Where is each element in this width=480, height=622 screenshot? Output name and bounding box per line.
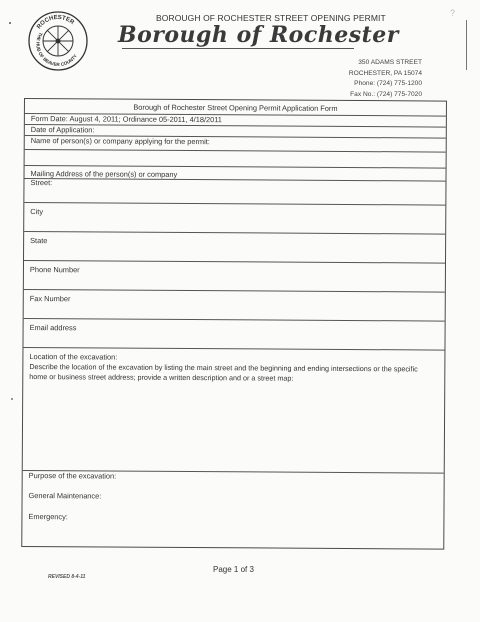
state-field[interactable]: State	[30, 236, 48, 246]
page-number: Page 1 of 3	[213, 565, 254, 574]
general-maintenance-field[interactable]: General Maintenance:	[28, 491, 102, 501]
form-divider	[24, 202, 445, 206]
form-divider	[24, 260, 445, 264]
address-street: 350 ADAMS STREET	[358, 59, 422, 66]
scan-speck	[9, 22, 11, 24]
emergency-field[interactable]: Emergency:	[28, 512, 68, 522]
svg-text:THE HUB OF BEAVER COUNTY: THE HUB OF BEAVER COUNTY	[35, 31, 79, 68]
form-divider	[25, 178, 446, 182]
borough-script-name: Borough of Rochester	[118, 22, 399, 48]
email-field[interactable]: Email address	[29, 323, 77, 333]
applicant-name-field[interactable]: Name of person(s) or company applying for the permit:	[30, 136, 210, 147]
svg-text:ROCHESTER: ROCHESTER	[36, 14, 75, 31]
form-divider	[25, 165, 446, 169]
corner-mark: ?	[450, 8, 456, 18]
scan-speck	[11, 398, 13, 400]
location-heading: Location of the excavation:	[29, 352, 118, 362]
date-of-application-field[interactable]: Date of Application:	[30, 125, 95, 135]
scan-edge-line	[466, 20, 467, 70]
application-form	[21, 98, 447, 550]
permit-header-title: BOROUGH OF ROCHESTER STREET OPENING PERMIT	[156, 13, 386, 23]
location-instructions[interactable]: Describe the location of the excavation by listing the main street and the beginning and ending intersections or the specific home or business street address; provide a written description and or a street map:	[29, 362, 418, 383]
phone-field[interactable]: Phone Number	[29, 265, 80, 275]
city-field[interactable]: City	[30, 207, 44, 217]
form-divider	[24, 318, 445, 322]
revised-note: REVISED 8-4-11	[48, 574, 86, 580]
form-date-label: Form Date: August 4, 2011; Ordinance 05-2011, 4/18/2011	[30, 114, 222, 125]
form-divider	[23, 347, 444, 351]
form-divider	[25, 149, 446, 153]
address-phone: Phone: (724) 775-1200	[354, 80, 422, 87]
borough-address-block	[349, 58, 422, 100]
street-field[interactable]: Street:	[30, 178, 53, 188]
fax-field[interactable]: Fax Number	[29, 294, 71, 304]
mailing-address-label: Mailing Address of the person(s) or company	[30, 169, 178, 179]
address-city: ROCHESTER, PA 15074	[348, 69, 422, 77]
form-divider	[24, 231, 445, 235]
borough-seal-logo	[27, 10, 89, 72]
purpose-field[interactable]: Purpose of the excavation:	[28, 471, 117, 481]
address-fax: Fax No.: (724) 775-7020	[350, 90, 422, 98]
header-underline	[122, 48, 354, 49]
form-divider	[24, 289, 445, 293]
form-title: Borough of Rochester Street Opening Permit Application Form	[133, 102, 338, 113]
